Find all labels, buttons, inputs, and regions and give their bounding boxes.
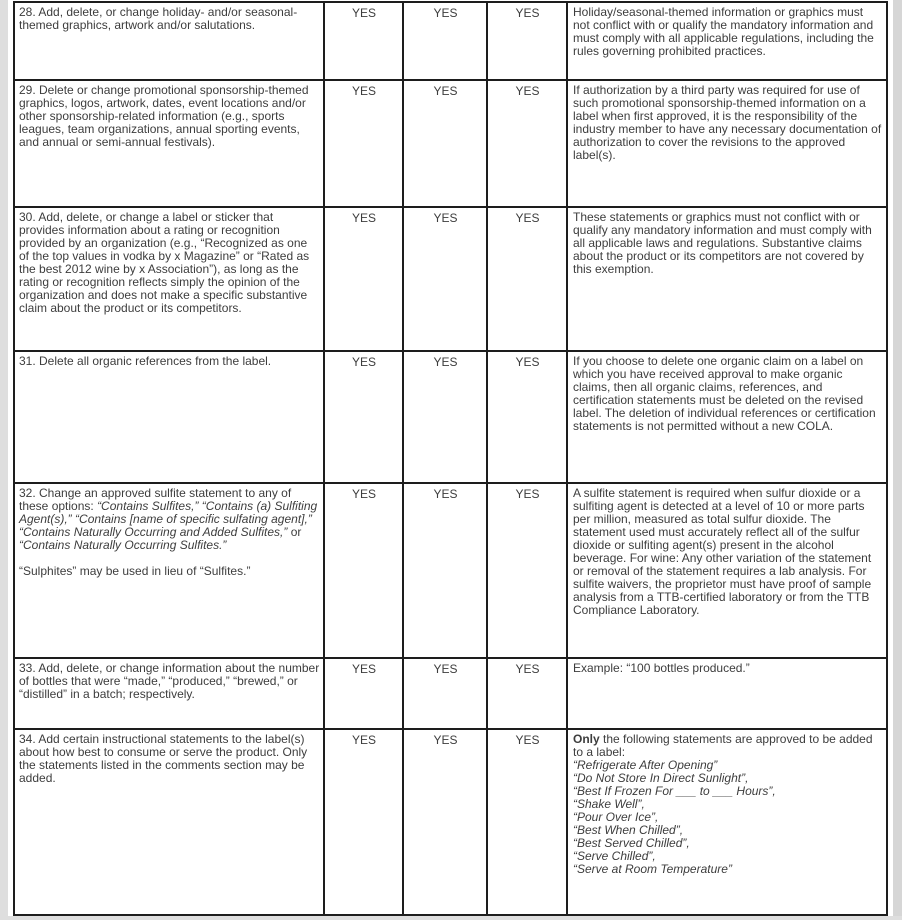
comments-cell-29 [567, 80, 887, 207]
approved-statement: “Shake Well”, [573, 797, 645, 811]
approval-cell-28-2 [403, 2, 487, 80]
approval-value: YES [351, 487, 376, 501]
comments-text-29: If authorization by a third party was required for use of such promotional sponsorship-themed information on a label when first approved, it is the responsibility of the industry member to have any necessary documentation of authorization to cover the revisions to the approved label(s). [573, 83, 882, 162]
comments-cell-30 [567, 207, 887, 351]
comments-text-30: These statements or graphics must not conflict with or qualify any mandatory information and must comply with all applicable laws and regulations. Substantive claims about the product or its competitors are not covered by this exemption. [573, 210, 872, 276]
approval-value: YES [433, 662, 458, 676]
description-cell-31 [14, 351, 324, 483]
label-revisions-table [13, 1, 888, 916]
approved-statement: “Pour Over Ice”, [573, 810, 659, 824]
table-row-32 [14, 483, 887, 658]
approved-statement: “Do Not Store In Direct Sunlight”, [573, 771, 749, 785]
approval-cell-30-2 [403, 207, 487, 351]
description-cell-33 [14, 658, 324, 729]
approval-value: YES [351, 355, 376, 369]
approval-value: YES [515, 6, 540, 20]
approved-statement: “Best Served Chilled”, [573, 836, 690, 850]
approval-cell-31-3 [487, 351, 567, 483]
approval-value: YES [515, 211, 540, 225]
comments-cell-32 [567, 483, 887, 658]
comments-intro-34: Only the following statements are approved to be added to a label: [573, 732, 873, 759]
description-cell-34 [14, 729, 324, 915]
approval-cell-34-1 [324, 729, 403, 915]
approval-cell-29-1 [324, 80, 403, 207]
approval-value: YES [351, 211, 376, 225]
page-edge-bottom [0, 916, 902, 920]
approved-statement: “Serve at Room Temperature” [573, 862, 732, 876]
approval-value: YES [515, 355, 540, 369]
comments-cell-33 [567, 658, 887, 729]
approval-cell-29-3 [487, 80, 567, 207]
description-text-33: 33. Add, delete, or change information about the number of bottles that were “made,” “produced,” “brewed,” or “distilled” in a batch; respectively. [19, 661, 320, 701]
approval-value: YES [515, 733, 540, 747]
description-text-32: 32. Change an approved sulfite statement to any of these options: “Contains Sulfites,” “Contains (a) Sulfiting Agent(s),” “Contains [name of specific sulfating agent],” “Contains Naturally Occurring and Added Sulfites,” or “Contains Naturally Occurring Sulfites.” [19, 486, 318, 552]
approval-value: YES [433, 6, 458, 20]
approval-cell-34-2 [403, 729, 487, 915]
approval-value: YES [515, 487, 540, 501]
description-cell-29 [14, 80, 324, 207]
approval-value: YES [351, 733, 376, 747]
approval-cell-30-3 [487, 207, 567, 351]
approval-cell-28-3 [487, 2, 567, 80]
approval-cell-30-1 [324, 207, 403, 351]
page-edge-left [0, 0, 8, 920]
approval-value: YES [433, 211, 458, 225]
table-row-33 [14, 658, 887, 729]
comments-text-32: A sulfite statement is required when sulfur dioxide or a sulfiting agent is detected at a level of 10 or more parts per million, measured as total sulfur dioxide. The statement used must accurately reflect all of the sulfur dioxide or sulfiting agent(s) present in the alcohol beverage. For wine: Any other variation of the statement or removal of the statement requires a lab analysis. For sulfite waivers, the proprietor must have proof of sample analysis from a TTB-certified laboratory or from the TTB Compliance Laboratory. [573, 486, 872, 617]
approval-cell-31-1 [324, 351, 403, 483]
description-text-28: 28. Add, delete, or change holiday- and/or seasonal-themed graphics, artwork and/or salutations. [19, 5, 298, 32]
approval-cell-34-3 [487, 729, 567, 915]
approval-value: YES [433, 84, 458, 98]
approval-cell-32-2 [403, 483, 487, 658]
table-row-31 [14, 351, 887, 483]
approval-cell-31-2 [403, 351, 487, 483]
approval-cell-33-2 [403, 658, 487, 729]
approved-statement: “Best If Frozen For ___ to ___ Hours”, [573, 784, 776, 798]
page-edge-right [893, 0, 902, 920]
approval-cell-32-1 [324, 483, 403, 658]
approval-cell-33-3 [487, 658, 567, 729]
description-text-30: 30. Add, delete, or change a label or sticker that provides information about a rating or recognition provided by an organization (e.g., “Recognized as one of the top values in vodka by x Magazine” or “Rated as the best 2012 wine by x Association”), as long as the rating or recognition reflects simply the opinion of the organization and does not make a specific substantive claim about the product or its competitors. [19, 210, 310, 315]
comments-text-33: Example: “100 bottles produced.” [573, 661, 750, 675]
comments-text-28: Holiday/seasonal-themed information or graphics must not conflict with or qualify the mandatory information and must comply with all applicable regulations, including the rules governing prohibited practices. [573, 5, 874, 58]
approval-value: YES [515, 662, 540, 676]
comments-cell-34 [567, 729, 887, 915]
description-text-34: 34. Add certain instructional statements to the label(s) about how best to consume or serve the product. Only the statements listed in the comments section may be added. [19, 732, 308, 785]
description-cell-28 [14, 2, 324, 80]
approval-cell-28-1 [324, 2, 403, 80]
approval-value: YES [515, 84, 540, 98]
approved-statement: “Best When Chilled”, [573, 823, 684, 837]
comments-text-31: If you choose to delete one organic claim on a label on which you have received approval to make organic claims, then all organic claims, references, and certification statements must be deleted on the revised label. The deletion of individual references or certification statements is not permitted without a new COLA. [573, 354, 876, 433]
approval-value: YES [351, 84, 376, 98]
description-text-31: 31. Delete all organic references from the label. [19, 354, 272, 368]
approval-value: YES [433, 355, 458, 369]
approval-cell-33-1 [324, 658, 403, 729]
description-text-29: 29. Delete or change promotional sponsorship-themed graphics, logos, artwork, dates, event locations and/or other sponsorship-related information (e.g., sports leagues, team organizations, annual sporting events, and annual or semi-annual festivals). [19, 83, 309, 149]
description-note-32: “Sulphites” may be used in lieu of “Sulfites.” [19, 564, 251, 578]
approved-statement: “Serve Chilled”, [573, 849, 656, 863]
comments-cell-31 [567, 351, 887, 483]
approved-statement: “Refrigerate After Opening” [573, 758, 718, 772]
description-cell-30 [14, 207, 324, 351]
table-row-29 [14, 80, 887, 207]
comments-cell-28 [567, 2, 887, 80]
approval-value: YES [433, 487, 458, 501]
approval-value: YES [351, 662, 376, 676]
table-row-30 [14, 207, 887, 351]
description-cell-32 [14, 483, 324, 658]
table-row-34 [14, 729, 887, 915]
table-row-28 [14, 2, 887, 80]
approval-cell-29-2 [403, 80, 487, 207]
approval-value: YES [351, 6, 376, 20]
approval-cell-32-3 [487, 483, 567, 658]
approval-value: YES [433, 733, 458, 747]
